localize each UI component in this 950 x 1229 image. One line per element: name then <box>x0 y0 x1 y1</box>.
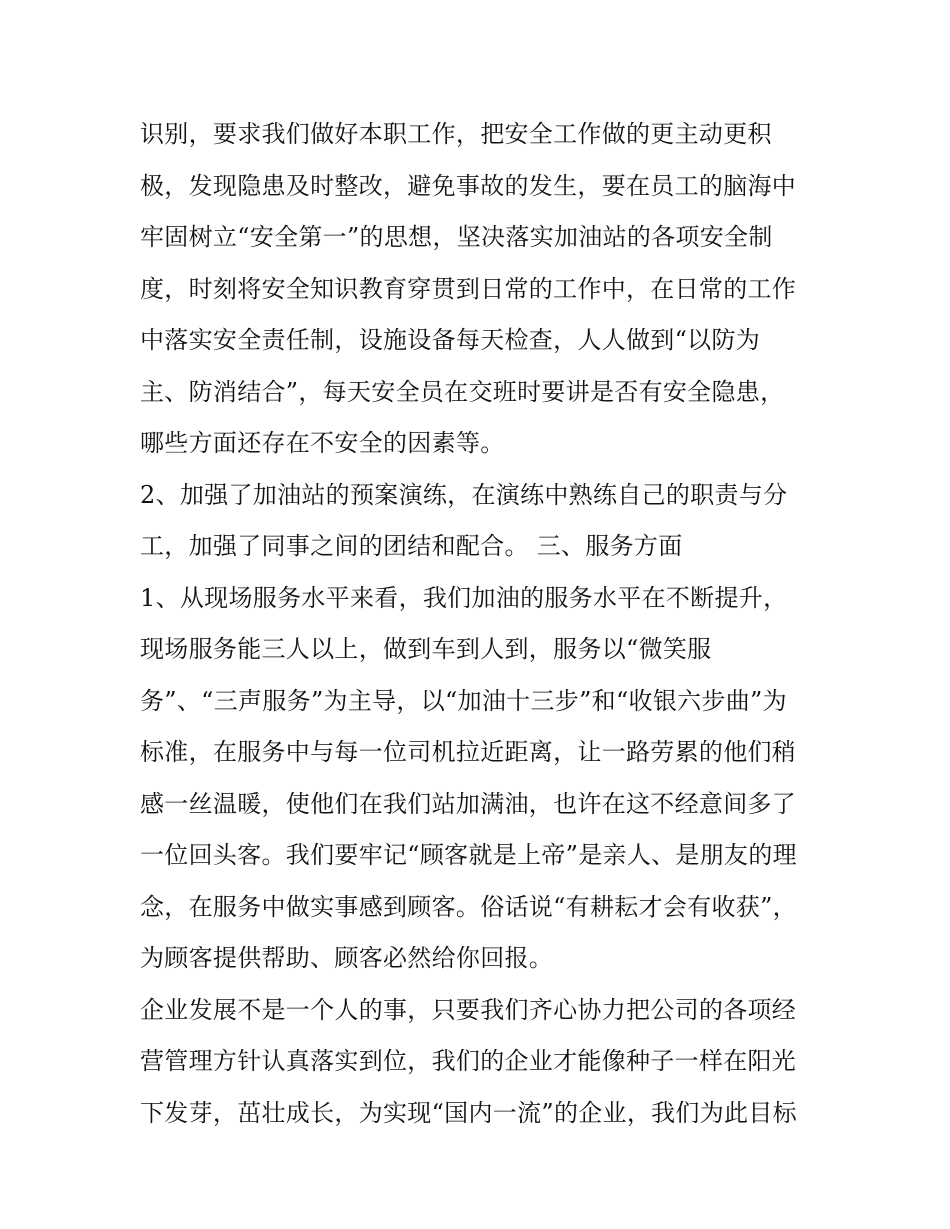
text-line: 中落实安全责任制，设施设备每天检查，人人做到“以防为 <box>140 326 761 354</box>
text-line: 念，在服务中做实事感到顾客。俗话说“有耕耘才会有收获”， <box>140 892 797 921</box>
text-line: 为顾客提供帮助、顾客必然给你回报。 <box>140 944 554 972</box>
text-line: 识别，要求我们做好本职工作，把安全工作做的更主动更积 <box>140 120 772 148</box>
text-line: 1、从现场服务水平来看，我们加油的服务水平在不断提升， <box>140 583 788 612</box>
text-line: 一位回头客。我们要牢记“顾客就是上帝”是亲人、是朋友的理 <box>140 841 797 869</box>
text-line: 务”、“三声服务”为主导，以“加油十三步”和“收银六步曲”为 <box>140 686 787 715</box>
text-line: 营管理方针认真落实到位，我们的企业才能像种子一样在阳光 <box>140 1047 797 1075</box>
text-line: 标准，在服务中与每一位司机拉近距离，让一路劳累的他们稍 <box>140 738 797 766</box>
text-line: 极，发现隐患及时整改，避免事故的发生，要在员工的脑海中 <box>140 171 797 200</box>
text-line: 度，时刻将安全知识教育穿贯到日常的工作中，在日常的工作 <box>140 274 797 303</box>
text-line: 企业发展不是一个人的事，只要我们齐心协力把公司的各项经 <box>140 995 797 1024</box>
text-line: 牢固树立“安全第一”的思想，坚决落实加油站的各项安全制 <box>140 223 773 251</box>
text-line: 下发芽，茁壮成长，为实现“国内一流”的企业，我们为此目标 <box>140 1098 797 1127</box>
text-line: 工，加强了同事之间的团结和配合。 三、服务方面 <box>140 532 683 560</box>
text-line: 感一丝温暖，使他们在我们站加满油，也许在这不经意间多了 <box>140 789 797 818</box>
text-line: 主、防消结合”，每天安全员在交班时要讲是否有安全隐患， <box>140 377 785 406</box>
text-line: 2、加强了加油站的预案演练，在演练中熟练自己的职责与分 <box>140 480 788 509</box>
text-line: 哪些方面还存在不安全的因素等。 <box>140 429 505 457</box>
text-line: 现场服务能三人以上，做到车到人到，服务以“微笑服 <box>140 635 712 663</box>
body-text <box>140 109 830 1139</box>
